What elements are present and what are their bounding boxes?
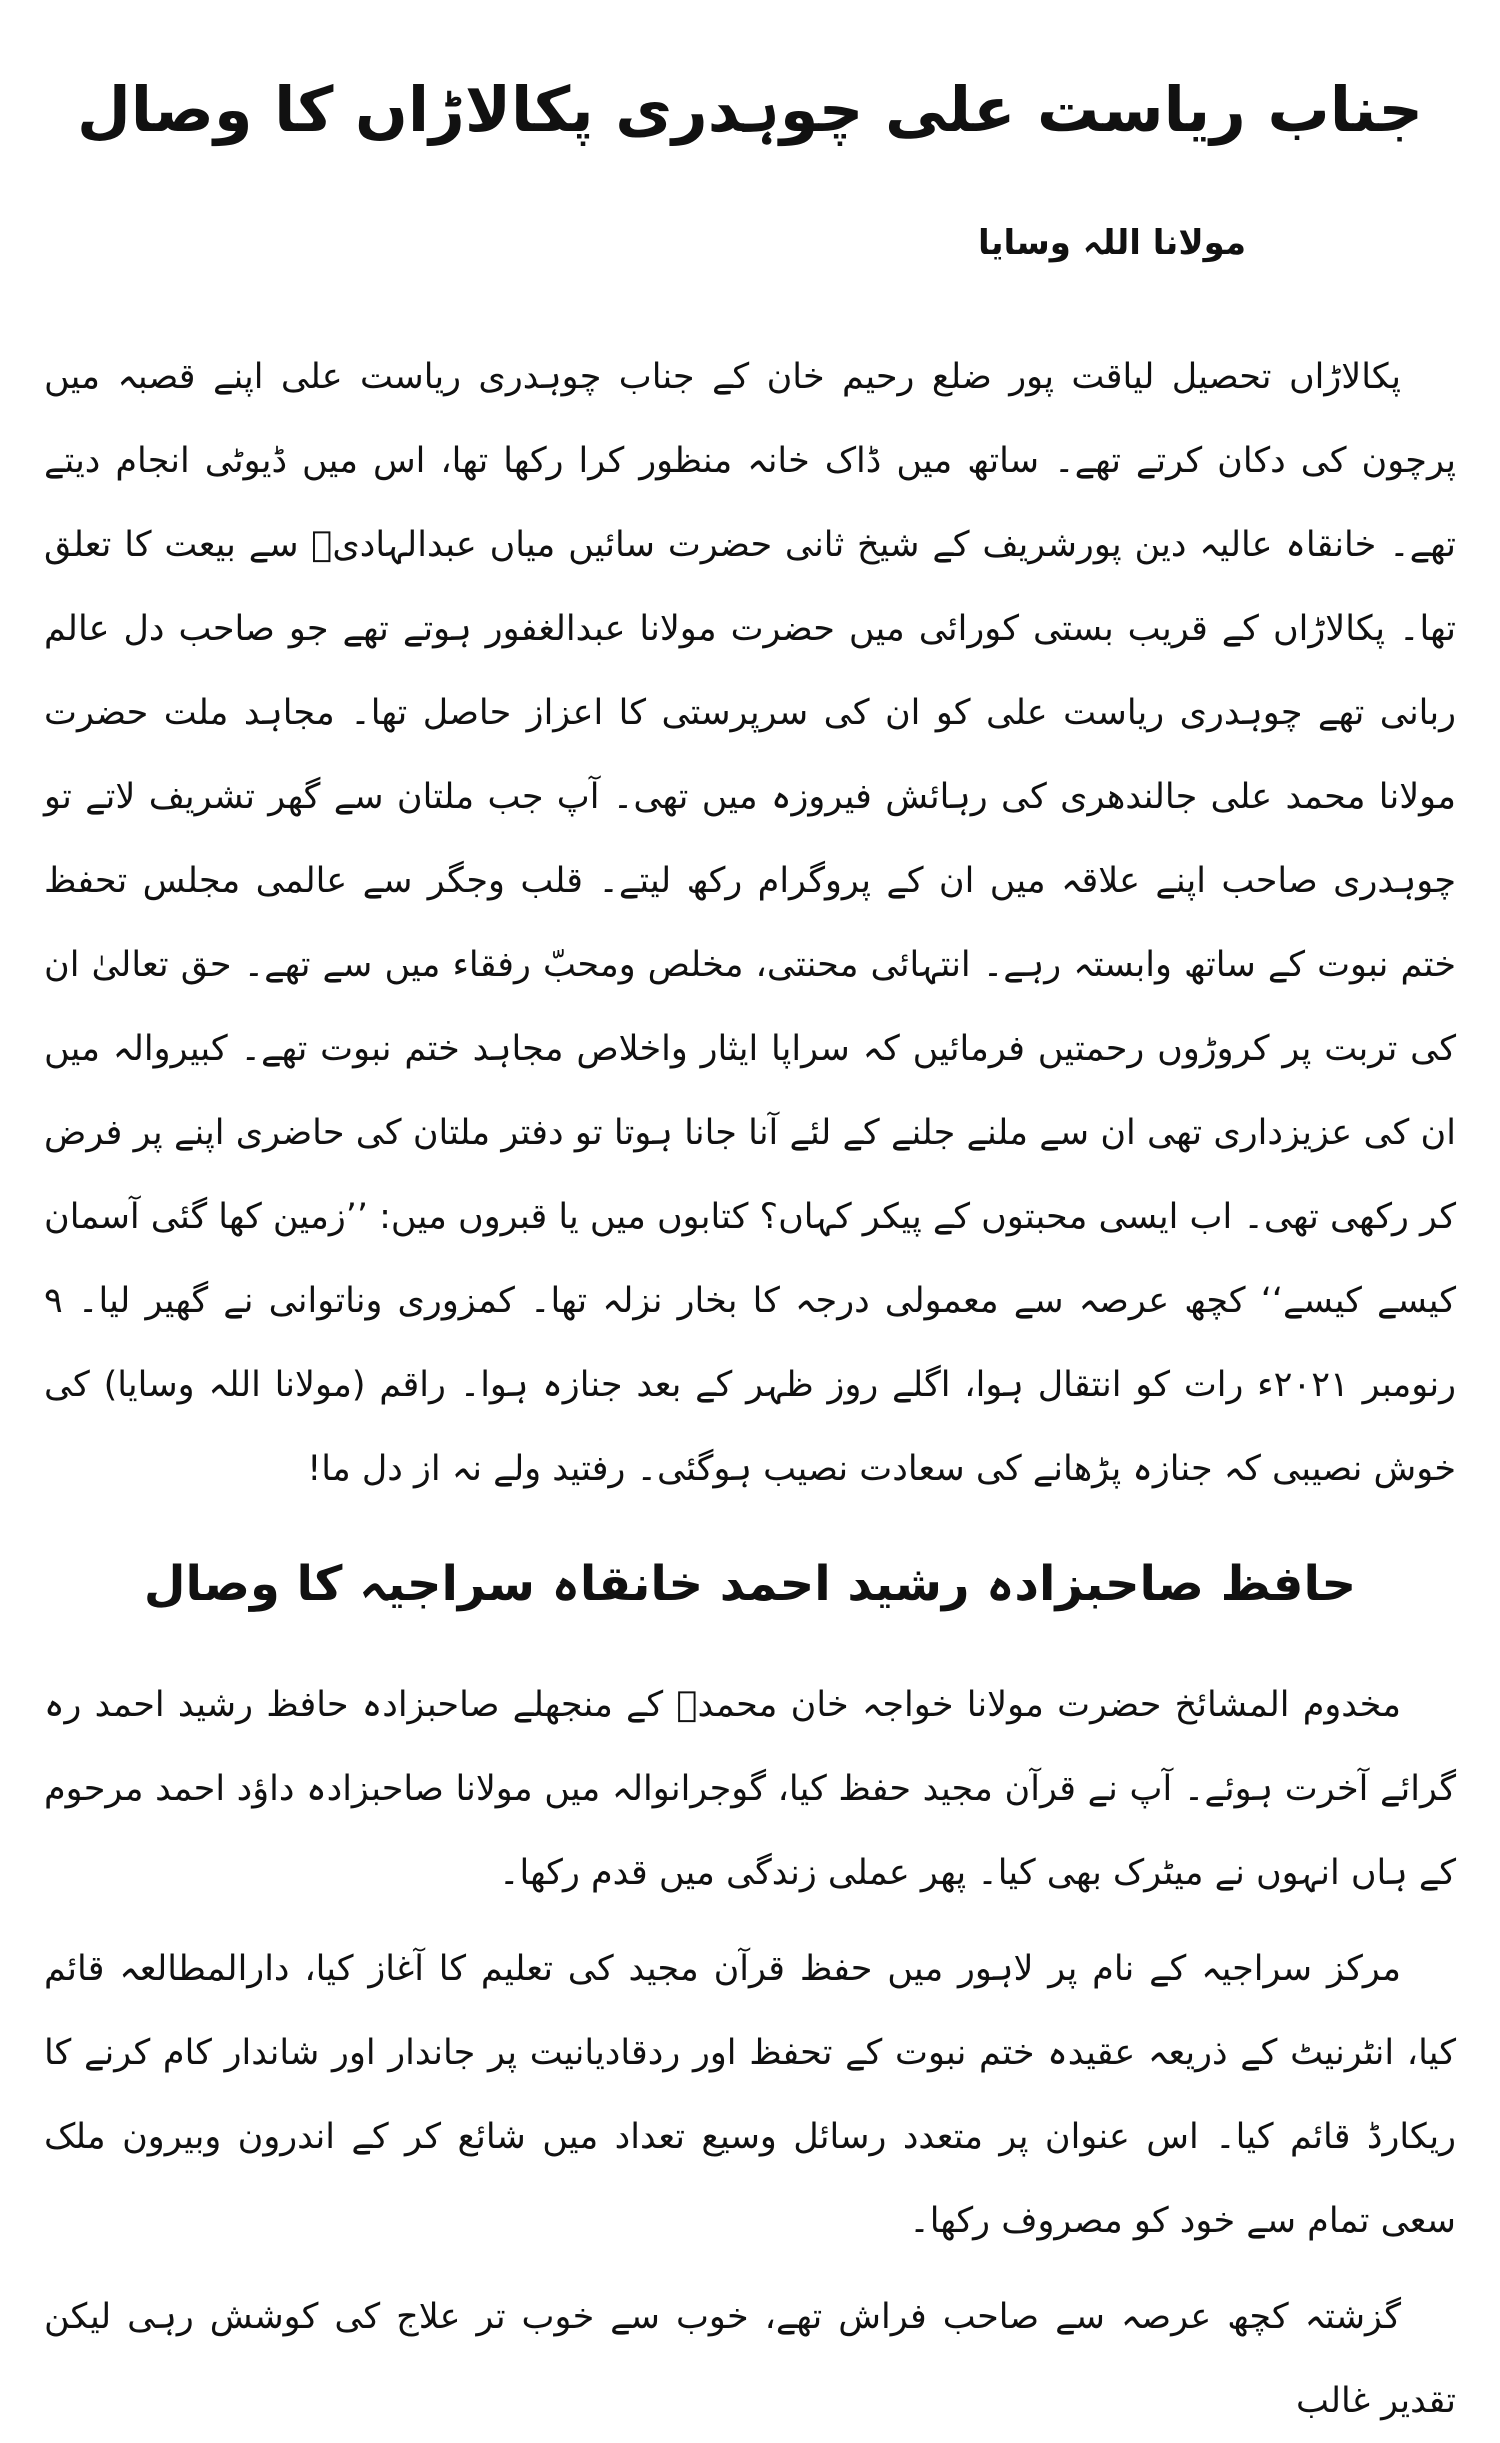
section2-paragraph-3: گزشتہ کچھ عرصہ سے صاحب فراش تھے، خوب سے خوب تر علاج کی کوشش رہی لیکن تقدیر غالب <box>44 2296 1456 2421</box>
section2-title: حافظ صاحبزادہ رشید احمد خانقاہ سراجیہ کا وصال <box>143 1555 1357 1612</box>
section2-paragraph-1: مخدوم المشائخ حضرت مولانا خواجہ خان محمدؒ کے منجھلے صاحبزادہ حافظ رشید احمد رہ گرائے آخرت ہوئے۔ آپ نے قرآن مجید حفظ کیا، گوجرانوالہ میں مولانا صاحبزادہ داؤد احمد مرحوم کے ہاں انہوں نے میٹرک بھی کیا۔ پھر عملی زندگی میں قدم رکھا۔ <box>44 1684 1456 1893</box>
author-name: مولانا اللہ وسایا <box>978 222 1246 263</box>
page-title: جناب ریاست علی چوہدری پکالاڑاں کا وصال <box>76 73 1424 146</box>
section1-paragraph: پکالاڑاں تحصیل لیاقت پور ضلع رحیم خان کے جناب چوہدری ریاست علی اپنے قصبہ میں پرچون کی دکان کرتے تھے۔ ساتھ میں ڈاک خانہ منظور کرا رکھا تھا، اس میں ڈیوٹی انجام دیتے تھے۔ خانقاہ عالیہ دین پورشریف کے شیخ ثانی حضرت سائیں میاں عبدالہادیؒ سے بیعت کا تعلق تھا۔ پکالاڑاں کے قریب بستی کورائی میں حضرت مولانا عبدالغفور ہوتے تھے جو صاحب دل عالم ربانی تھے چوہدری ریاست علی کو ان کی سرپرستی کا اعزاز حاصل تھا۔ مجاہد ملت حضرت مولانا محمد علی جالندھری کی رہائش فیروزہ میں تھی۔ آپ جب ملتان سے گھر تشریف لاتے تو چوہدری صاحب اپنے علاقہ میں ان کے پروگرام رکھ لیتے۔ قلب وجگر سے عالمی مجلس تحفظ ختم نبوت کے ساتھ وابستہ رہے۔ انتہائی محنتی، مخلص ومحبّ رفقاء میں سے تھے۔ حق تعالیٰ ان کی تربت پر کروڑوں رحمتیں فرمائیں کہ سراپا ایثار واخلاص مجاہد ختم نبوت تھے۔ کبیروالہ میں ان کی عزیزداری تھی ان سے ملنے جلنے کے لئے آنا جانا ہوتا تو دفتر ملتان کی حاضری اپنے پر فرض کر رکھی تھی۔ اب ایسی محبتوں کے پیکر کہاں؟ کتابوں میں یا قبروں میں: ’’زمین کھا گئی آسمان کیسے کیسے‘‘ کچھ عرصہ سے معمولی درجہ کا بخار نزلہ تھا۔ کمزوری وناتوانی نے گھیر لیا۔ ۹ رنومبر ۲۰۲۱ء رات کو انتقال ہوا، اگلے روز ظہر کے بعد جنازہ ہوا۔ راقم (مولانا اللہ وسایا) کی خوش نصیبی کہ جنازہ پڑھانے کی سعادت نصیب ہوگئی۔ رفتید ولے نہ از دل ما! <box>44 356 1456 1489</box>
section2-paragraph-2: مرکز سراجیہ کے نام پر لاہور میں حفظ قرآن مجید کی تعلیم کا آغاز کیا، دارالمطالعہ قائم کیا، انٹرنیٹ کے ذریعہ عقیدہ ختم نبوت کے تحفظ اور ردقادیانیت پر جاندار اور شاندار کام کرنے کا ریکارڈ قائم کیا۔ اس عنوان پر متعدد رسائل وسیع تعداد میں شائع کر کے اندرون وبیرون ملک سعی تمام سے خود کو مصروف رکھا۔ <box>44 1948 1456 2241</box>
